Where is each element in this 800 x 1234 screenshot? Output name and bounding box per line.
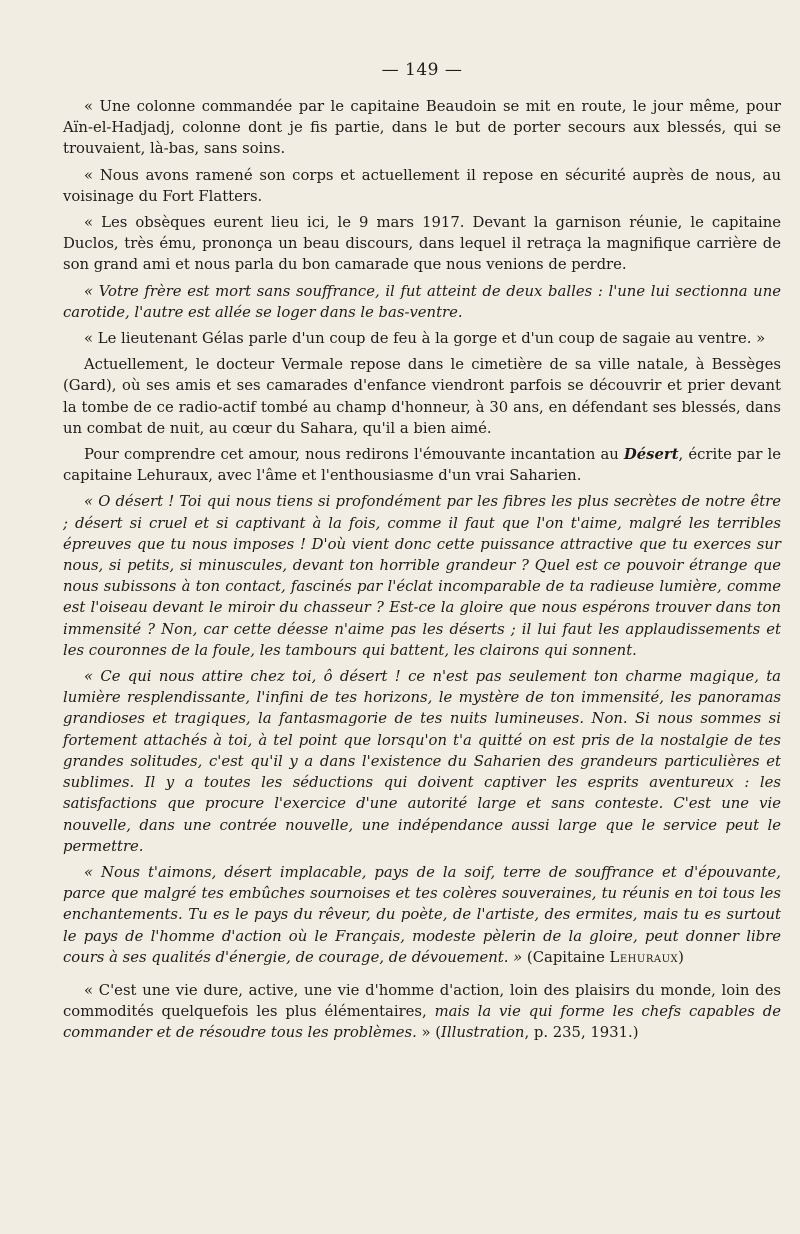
- text-run: Lehuraux: [609, 948, 679, 966]
- document-page: [63, 60, 781, 1049]
- text-run: « Nous avons ramené son corps et actuellement il repose en sécurité auprès de nous, au voisinage du Fort Flatters.: [63, 166, 781, 205]
- text-run: Pour comprendre cet amour, nous redirons l'émouvante incantation au: [84, 446, 624, 464]
- page-number: — 149 —: [381, 60, 463, 80]
- text-run: Actuellement, le docteur Vermale repose dans le cimetière de sa ville natale, à Bessèges (Gard), où ses amis et ses camarades d'enfance viendront parfois se découvrir et prier devant la tombe de ce radio-actif tombé au champ d'honneur, à 30 ans, en défendant ses blessés, dans un combat de nuit, au cœur du Sahara, qu'il a bien aimé.: [63, 356, 781, 437]
- text-run: « Le lieutenant Gélas parle d'un coup de feu à la gorge et d'un coup de sagaie au ventre. »: [84, 330, 766, 348]
- text-run: mais la vie qui forme les chefs capables de commander et de résoudre tous les problèmes.: [63, 1003, 781, 1042]
- paragraph: [63, 212, 781, 276]
- paragraph: [63, 666, 781, 857]
- text-run: , p. 235, 1931.): [524, 1024, 639, 1042]
- paragraph: [63, 491, 781, 661]
- text-body: [63, 96, 781, 1044]
- paragraph: [63, 281, 781, 323]
- paragraph: [63, 328, 781, 349]
- text-run: « Les obsèques eurent lieu ici, le 9 mars 1917. Devant la garnison réunie, le capitaine Duclos, très ému, prononça un beau discours, dans lequel il retraça la magnifique carrière de son grand ami et nous parla du bon camarade que nous venions de perdre.: [63, 214, 781, 274]
- text-run: « Nous t'aimons, désert implacable, pays de la soif, terre de souffrance et d'épouvante, parce que malgré tes embûches sournoises et tes colères souveraines, tu réunis en toi tous les enchantements. Tu es le pays du rêveur, du poète, de l'artiste, des ermites, mais tu es surtout le pays de l'homme d'action où le Français, modeste pèlerin de la gloire, peut donner libre cours à ses qualités d'énergie, de courage, de dévouement. »: [63, 863, 781, 966]
- paragraph: [63, 980, 781, 1044]
- text-run: » (: [416, 1024, 442, 1042]
- text-run: « Votre frère est mort sans souffrance, il fut atteint de deux balles : l'une lui sectionna une carotide, l'autre est allée se loger dans le bas-ventre.: [63, 282, 781, 321]
- paragraph: [63, 862, 781, 968]
- text-run: Désert: [623, 446, 679, 464]
- text-run: « Une colonne commandée par le capitaine Beaudoin se mit en route, le jour même, pour Aïn-el-Hadjadj, colonne dont je fis partie, dans le but de porter secours aux blessés, qui se trouvaient, là-bas, sans soins.: [63, 98, 781, 158]
- text-run: Illustration: [441, 1024, 525, 1042]
- text-run: « Ce qui nous attire chez toi, ô désert ! ce n'est pas seulement ton charme magique, ta lumière resplendissante, l'infini de tes horizons, le mystère de ton immensité, les panoramas grandioses et tragiques, la fantasmagorie de tes nuits lumineuses. Non. Si nous sommes si fortement attachés à toi, à tel point que lorsqu'on t'a quitté on est pris de la nostalgie de tes grandes solitudes, c'est qu'il y a dans l'existence du Saharien des grandeurs particulières et sublimes. Il y a toutes les séductions qui doivent captiver les esprits aventureux : les satisfactions que procure l'exercice d'une autorité large et sans conteste. C'est une vie nouvelle, dans une contrée nouvelle, une indépendance aussi large que le service peut le permettre.: [63, 668, 781, 855]
- paragraph: [63, 444, 781, 486]
- paragraph: [63, 96, 781, 160]
- text-run: (Capitaine: [526, 948, 610, 966]
- paragraph: [63, 165, 781, 207]
- text-run: « C'est une vie dure, active, une vie d'homme d'action, loin des plaisirs du monde, loin des commodités quelquefois les plus élémentaires,: [63, 981, 781, 1021]
- paragraph: [63, 354, 781, 439]
- text-run: , écrite par le capitaine Lehuraux, avec l'âme et l'enthousiasme d'un vrai Saharien.: [63, 446, 781, 485]
- text-run: « O désert ! Toi qui nous tiens si profondément par les fibres les plus secrètes de notre être ; désert si cruel et si captivant à la fois, comme il faut que l'on t'aime, malgré les terribles épreuves que tu nous imposes ! D'où vient donc cette puissance attractive que tu exerces sur nous, si petits, si minuscules, devant ton horrible grandeur ? Quel est ce pouvoir étrange que nous subissons à ton contact, fascinés par l'éclat incomparable de ta radieuse lumière, comme est l'oiseau devant le miroir du chasseur ? Est-ce la gloire que nous espérons trouver dans ton immensité ? Non, car cette déesse n'aime pas les déserts ; il lui faut les applaudissements et les couronnes de la foule, les tambours qui battent, les clairons qui sonnent.: [63, 493, 781, 659]
- text-run: ): [678, 948, 684, 966]
